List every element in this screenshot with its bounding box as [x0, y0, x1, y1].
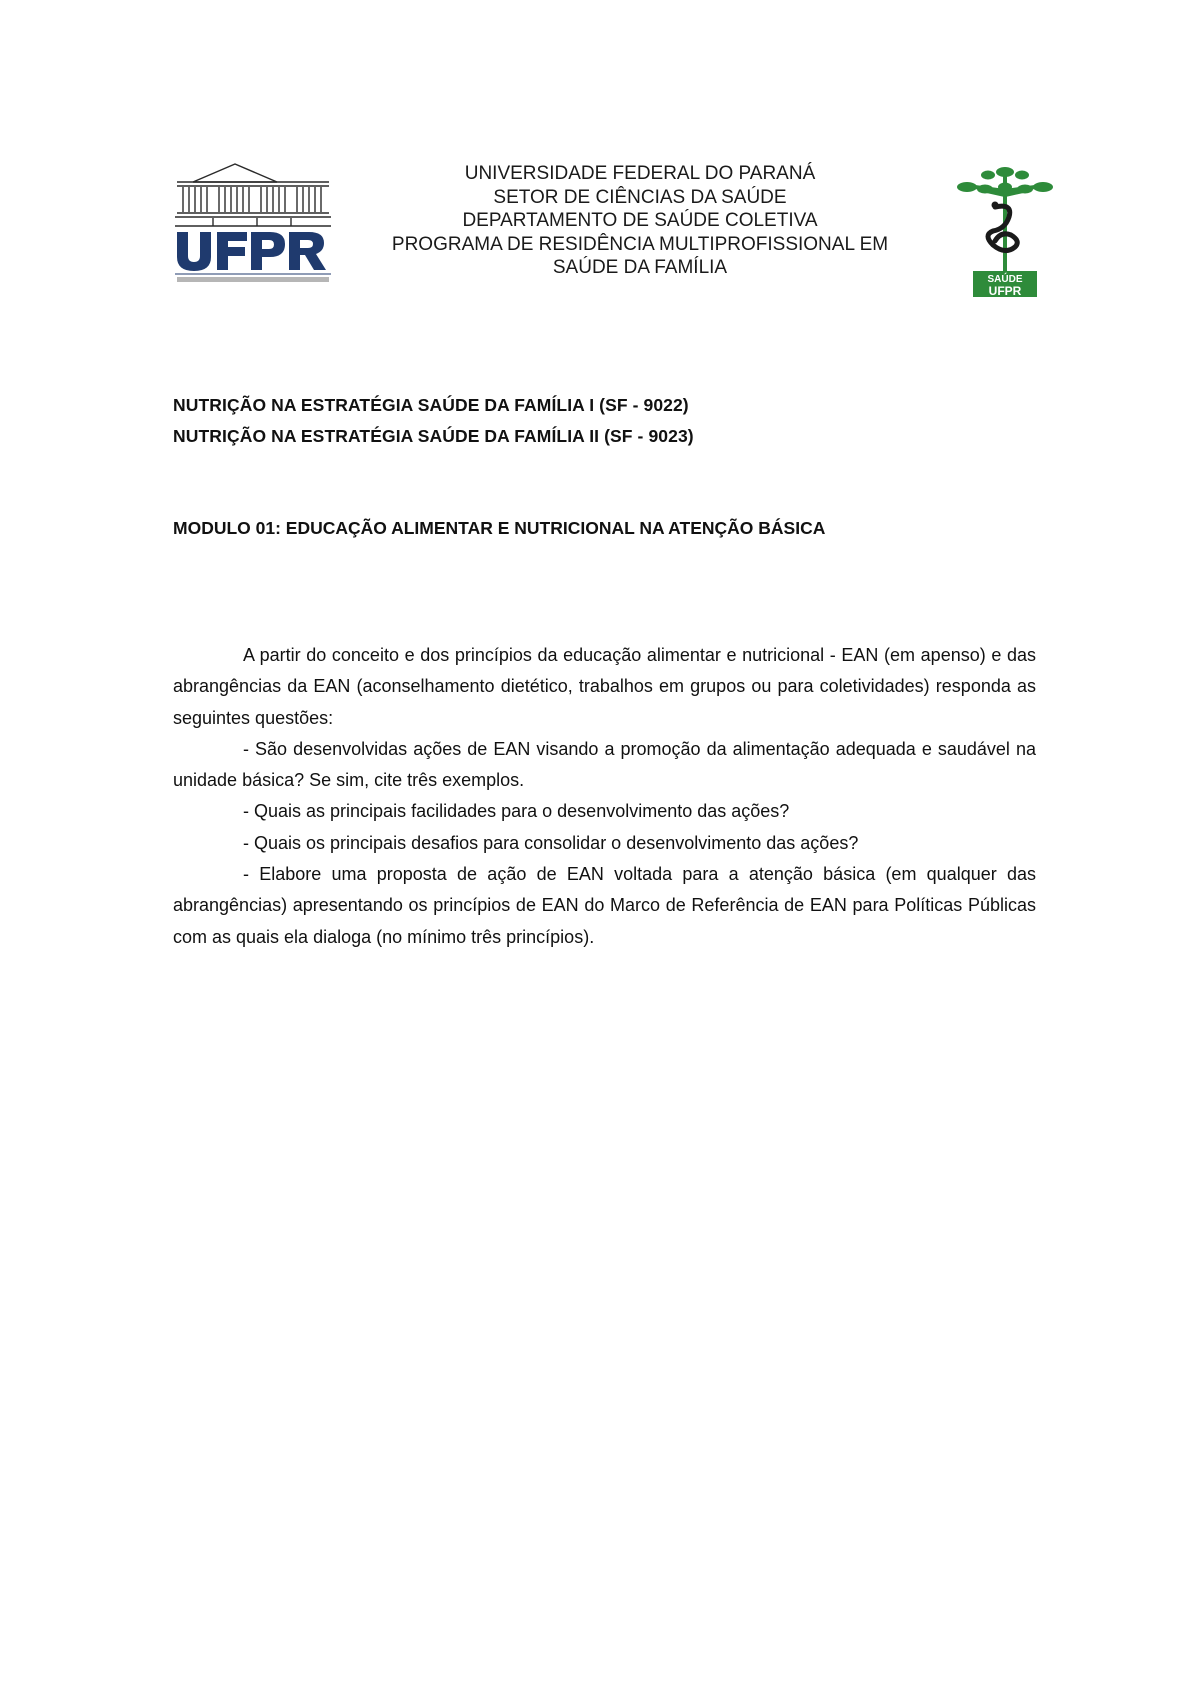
saude-ufpr-logo — [955, 165, 1055, 300]
institution-header — [340, 162, 940, 280]
header-line-sector: SETOR DE CIÊNCIAS DA SAÚDE — [493, 186, 787, 208]
saude-logo-bottom-text: UFPR — [988, 284, 1022, 298]
header-line-university: UNIVERSIDADE FEDERAL DO PARANÁ — [464, 163, 816, 184]
question-1: - São desenvolvidas ações de EAN visando a promoção da alimentação adequada e saudável na unidade básica? Se sim, cite três exemplos. — [173, 738, 1036, 791]
course-title-1: NUTRIÇÃO NA ESTRATÉGIA SAÚDE DA FAMÍLIA I (SF - 9022) — [173, 395, 689, 415]
saude-logo-top-text: SAÚDE — [987, 274, 1023, 285]
module-title: MODULO 01: EDUCAÇÃO ALIMENTAR E NUTRICIONAL NA ATENÇÃO BÁSICA — [173, 518, 826, 538]
question-2: - Quais as principais facilidades para o desenvolvimento das ações? — [243, 801, 790, 822]
header-line-department: DEPARTAMENTO DE SAÚDE COLETIVA — [462, 210, 818, 231]
instructions-body — [173, 640, 1036, 953]
ufpr-building-logo-icon — [173, 160, 333, 286]
question-4: - Elabore uma proposta de ação de EAN voltada para a atenção básica (em qualquer das abrangências) apresentando os princípios de EAN do Marco de Referência de EAN para Políticas Públicas com as quais ela dialoga (no mínimo três princípios). — [173, 864, 1036, 947]
intro-paragraph: A partir do conceito e dos princípios da educação alimentar e nutricional - EAN (em apenso) e das abrangências da EAN (aconselhamento dietético, trabalhos em grupos ou para coletividades) responda as seguintes questões: — [173, 645, 1036, 728]
header-line-program-cont: SAÚDE DA FAMÍLIA — [552, 257, 728, 278]
header-line-program: PROGRAMA DE RESIDÊNCIA MULTIPROFISSIONAL EM — [391, 233, 889, 255]
caduceus-tree-logo-icon — [955, 165, 1055, 300]
course-title-2: NUTRIÇÃO NA ESTRATÉGIA SAÚDE DA FAMÍLIA II (SF - 9023) — [173, 426, 694, 446]
ufpr-logo — [173, 160, 333, 286]
question-3: - Quais os principais desafios para consolidar o desenvolvimento das ações? — [243, 832, 859, 853]
